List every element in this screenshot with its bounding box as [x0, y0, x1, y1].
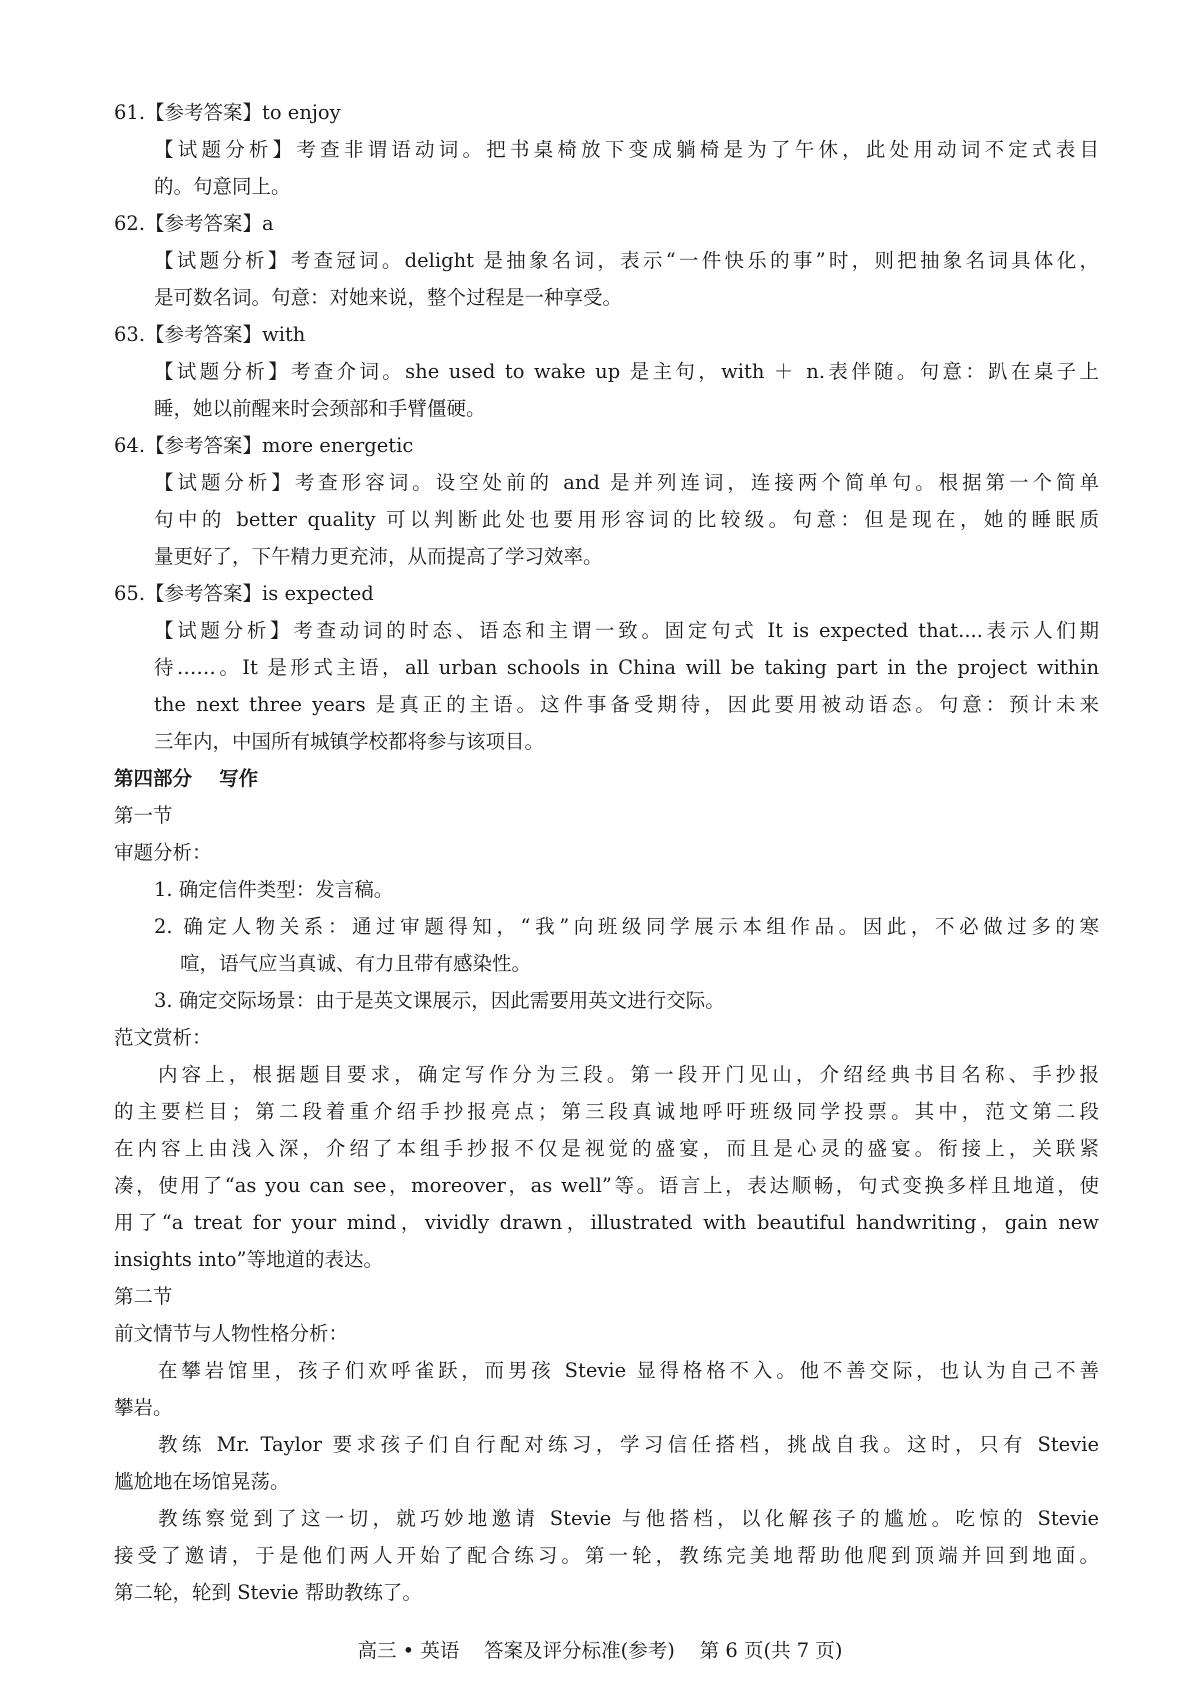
- appreciation-line: 凑，使用了“as you can see，moreover，as well”等。语言上，表达顺畅，句式变换多样且地道，使: [114, 1174, 1099, 1197]
- analysis-point-continued: 喧，语气应当真诚、有力且带有感染性。: [180, 952, 532, 975]
- analysis-line: 【试题分析】考查非谓语动词。把书桌椅放下变成躺椅是为了午休，此处用动词不定式表目: [154, 138, 1099, 161]
- answer-item-65: [114, 575, 1099, 760]
- page-footer: 高三 • 英语 答案及评分标准(参考) 第 6 页(共 7 页): [357, 1639, 843, 1662]
- analysis-title: 审题分析：: [114, 841, 212, 864]
- analysis-line: 【试题分析】考查动词的时态、语态和主谓一致。固定句式 It is expected that....表示人们期: [154, 619, 1099, 642]
- appreciation-line: 内容上，根据题目要求，确定写作分为三段。第一段开门见山，介绍经典书目名称、手抄报: [158, 1063, 1099, 1086]
- analysis-line: 是可数名词。句意：对她来说，整个过程是一种享受。: [154, 286, 623, 309]
- part-title: 第一节: [114, 804, 173, 827]
- appreciation-line: 在内容上由浅入深，介绍了本组手抄报不仅是视觉的盛宴，而且是心灵的盛宴。衔接上，关联紧: [114, 1137, 1099, 1160]
- analysis-line: 待……。It 是形式主语，all urban schools in China will be taking part in the project within: [154, 656, 1099, 679]
- answer-line: 61.【参考答案】to enjoy: [114, 101, 341, 124]
- answer-item-63: [114, 316, 1099, 427]
- plot-paragraph-line: 教练 Mr. Taylor 要求孩子们自行配对练习，学习信任搭档，挑战自我。这时，只有 Stevie: [158, 1433, 1099, 1456]
- appreciation-title: 范文赏析：: [114, 1026, 212, 1049]
- appreciation-line: insights into”等地道的表达。: [114, 1248, 383, 1271]
- writing-part-1: [114, 797, 1099, 1278]
- analysis-line: 【试题分析】考查介词。she used to wake up 是主句，with ＋ n.表伴随。句意：趴在桌子上: [154, 360, 1099, 383]
- answer-line: 63.【参考答案】with: [114, 323, 306, 346]
- analysis-line: 句中的 better quality 可以判断此处也要用形容词的比较级。句意：但是现在，她的睡眠质: [154, 508, 1099, 531]
- plot-paragraph-line: 尴尬地在场馆晃荡。: [114, 1470, 290, 1493]
- page-content: [114, 94, 1099, 1611]
- analysis-point: 1. 确定信件类型：发言稿。: [154, 878, 394, 901]
- answer-line: 65.【参考答案】is expected: [114, 582, 374, 605]
- analysis-title: 前文情节与人物性格分析：: [114, 1322, 349, 1345]
- analysis-line: 三年内，中国所有城镇学校都将参与该项目。: [154, 730, 545, 753]
- plot-paragraph-line: 在攀岩馆里，孩子们欢呼雀跃，而男孩 Stevie 显得格格不入。他不善交际，也认为自己不善: [158, 1359, 1099, 1382]
- analysis-line: the next three years 是真正的主语。这件事备受期待，因此要用被动语态。句意：预计未来: [154, 693, 1099, 716]
- plot-paragraph-line: 攀岩。: [114, 1396, 173, 1419]
- answer-line: 64.【参考答案】more energetic: [114, 434, 414, 457]
- answer-item-62: [114, 205, 1099, 316]
- part-title: 第二节: [114, 1285, 173, 1308]
- answer-line: 62.【参考答案】a: [114, 212, 274, 235]
- answer-item-61: [114, 94, 1099, 205]
- appreciation-line: 的主要栏目；第二段着重介绍手抄报亮点；第三段真诚地呼吁班级同学投票。其中，范文第二段: [114, 1100, 1099, 1123]
- plot-paragraph-line: 接受了邀请，于是他们两人开始了配合练习。第一轮，教练完美地帮助他爬到顶端并回到地面。: [114, 1544, 1099, 1567]
- writing-part-2: [114, 1278, 1099, 1611]
- appreciation-line: 用了“a treat for your mind，vividly drawn，illustrated with beautiful handwriting，gain new: [114, 1211, 1099, 1234]
- analysis-line: 睡，她以前醒来时会颈部和手臂僵硬。: [154, 397, 486, 420]
- section-heading: 第四部分 写作: [114, 767, 259, 790]
- analysis-line: 的。句意同上。: [154, 175, 291, 198]
- analysis-point: 2. 确定人物关系：通过审题得知，“我”向班级同学展示本组作品。因此，不必做过多的寒: [154, 915, 1099, 938]
- plot-paragraph-line: 教练察觉到了这一切，就巧妙地邀请 Stevie 与他搭档，以化解孩子的尴尬。吃惊的 Stevie: [158, 1507, 1099, 1530]
- answer-item-64: [114, 427, 1099, 575]
- analysis-point: 3. 确定交际场景：由于是英文课展示，因此需要用英文进行交际。: [154, 989, 725, 1012]
- analysis-line: 【试题分析】考查冠词。delight 是抽象名词，表示“一件快乐的事”时，则把抽象名词具体化，: [154, 249, 1099, 272]
- plot-paragraph-line: 第二轮，轮到 Stevie 帮助教练了。: [114, 1581, 422, 1604]
- analysis-line: 【试题分析】考查形容词。设空处前的 and 是并列连词，连接两个简单句。根据第一个简单: [154, 471, 1099, 494]
- analysis-line: 量更好了，下午精力更充沛，从而提高了学习效率。: [154, 545, 603, 568]
